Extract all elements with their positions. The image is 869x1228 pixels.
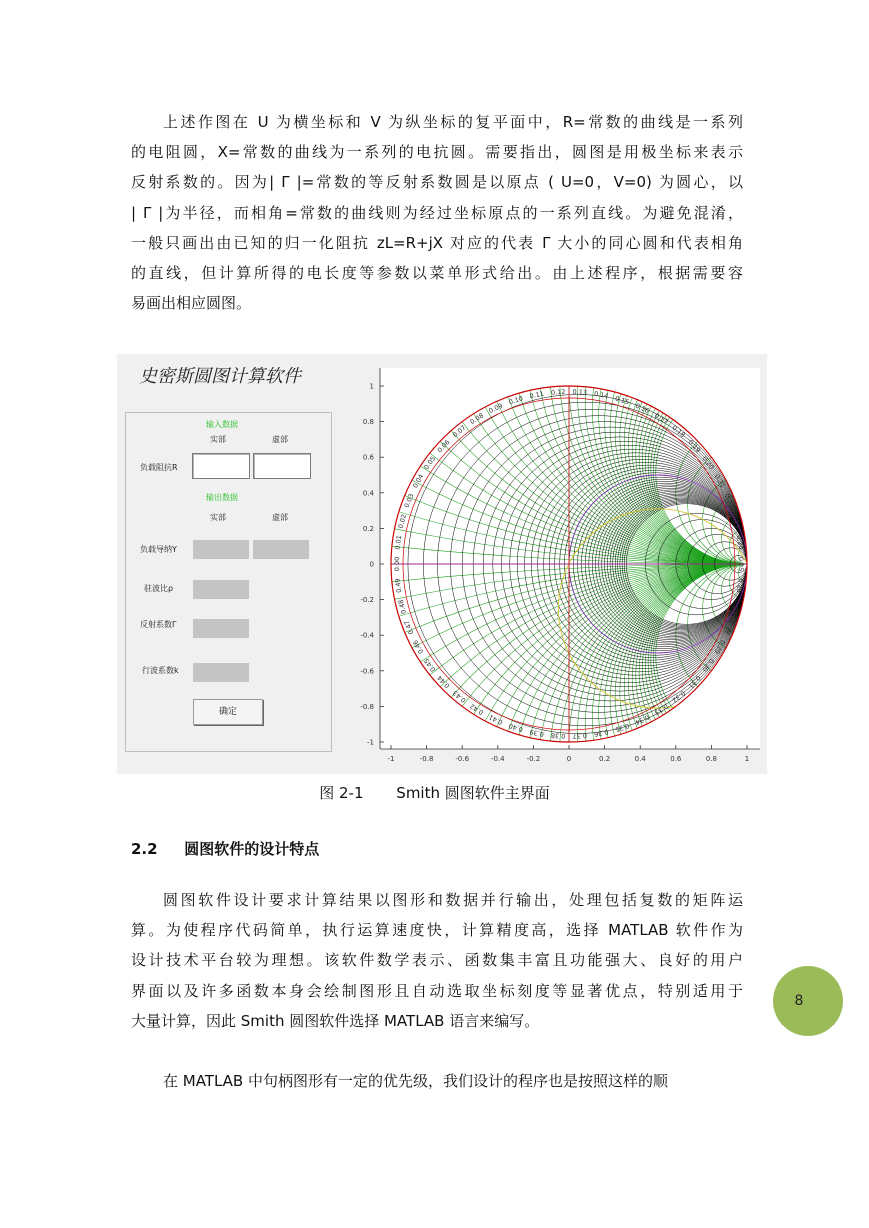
caption-text: Smith 圆图软件主界面 (396, 784, 550, 802)
wavelength-label: 0.05 (422, 454, 438, 472)
reactance-circle (656, 564, 763, 747)
wavelength-label: 0.29 (712, 638, 727, 656)
smith-chart (345, 368, 763, 770)
wavelength-label: 0.45 (422, 656, 438, 674)
wavelength-label: 0.34 (633, 712, 651, 727)
col-imag-label: 虚部 (272, 435, 288, 444)
y-tick-label: 0.8 (362, 418, 374, 427)
wavelength-label: 0.30 (700, 656, 716, 674)
x-tick-label: 0 (566, 755, 572, 763)
y-tick-label: -0.2 (360, 596, 374, 605)
wavelength-label: 0.40 (507, 721, 524, 734)
text-line: 易画出相应圆图。 (131, 294, 252, 313)
wavelength-label: 0.28 (722, 619, 736, 636)
text-line: 大量计算，因此 Smith 圆图软件选择 MATLAB 语言来编写。 (131, 1011, 540, 1030)
vswr-label: 驻波比ρ (144, 584, 174, 593)
y-tick-label: 0.6 (362, 453, 374, 462)
admittance-imag-output (253, 540, 309, 559)
load-admittance-label: 负载导纳Y (140, 545, 177, 554)
paragraph-smith-intro (131, 107, 743, 318)
x-tick-label: -0.4 (490, 755, 505, 763)
wavelength-label: 0.21 (712, 472, 727, 490)
wavelength-label: 0.12 (550, 387, 566, 397)
wavelength-label: 0.19 (686, 438, 703, 455)
wavelength-label: 0.27 (729, 598, 742, 615)
wavelength-label: 0.06 (435, 438, 452, 455)
section-heading (131, 838, 319, 859)
reactance-circle (345, 368, 763, 564)
impedance-real-input[interactable] (192, 453, 250, 479)
load-impedance-label: 负载阻抗R (140, 463, 178, 472)
text-line: 设计技术平台较为理想。该软件数学表示、函数集丰富且功能强大、良好的用户 (131, 951, 743, 970)
wavelength-label: 0.22 (722, 492, 736, 509)
admittance-real-output (193, 540, 249, 559)
wavelength-label: 0.37 (572, 731, 588, 741)
wavelength-label: 0.09 (487, 401, 505, 416)
reactance-circle (507, 564, 763, 770)
wavelength-label: 0.49 (393, 577, 404, 594)
wavelength-label: 0.44 (435, 673, 452, 690)
text-line: 圆图软件设计要求计算结果以图形和数据并行输出，处理包括复数的矩阵运 (163, 891, 743, 909)
wavelength-label: 0.11 (528, 389, 545, 401)
reactance-circle (345, 368, 763, 564)
caption-number: 图 2-1 (319, 784, 364, 802)
x-tick-label: 0.2 (599, 755, 611, 763)
text-line: 的电阻圆，X=常数的曲线为一系列的电抗圆。需要指出，圆图是用极坐标来表示 (131, 143, 743, 162)
y-tick-label: -0.8 (360, 702, 374, 711)
paragraph-handle-graphics (131, 1066, 743, 1096)
section-number: 2.2 (131, 840, 158, 858)
text-line: 反射系数的。因为| Γ |=常数的等反射系数圆是以原点 ( U=0，V=0) 为圆心，以 (131, 173, 743, 192)
col-imag-label: 虚部 (272, 513, 288, 522)
wavelength-label: 0.46 (411, 638, 426, 656)
wavelength-label: 0.15 (614, 394, 631, 407)
x-tick-label: -0.8 (419, 755, 434, 763)
y-tick-label: 0.4 (362, 489, 374, 498)
wavelength-label: 0.03 (402, 492, 416, 509)
reflection-label: 反射系数Γ (140, 620, 177, 629)
reactance-circle (351, 368, 763, 564)
wavelength-label: 0.14 (593, 389, 610, 401)
smith-grid (345, 368, 763, 770)
x-tick-label: 0.8 (705, 755, 717, 763)
reactance-circle (345, 368, 763, 564)
wavelength-label: 0.25 (737, 556, 745, 572)
wavelength-label: 0.48 (396, 598, 409, 615)
wavelength-label: 0.42 (468, 701, 486, 717)
gui-title: 史密斯圆图计算软件 (139, 366, 301, 387)
wavelength-label: 0.43 (451, 688, 468, 705)
wavelength-label: 0.24 (734, 534, 745, 551)
wavelength-label: 0.08 (468, 411, 486, 427)
y-tick-label: 0 (369, 560, 374, 569)
wavelength-label: 0.47 (402, 619, 416, 636)
confirm-button[interactable]: 确定 (193, 699, 263, 725)
gui-input-panel (125, 412, 332, 752)
impedance-imag-input[interactable] (253, 453, 311, 479)
x-tick-label: -0.2 (526, 755, 541, 763)
reactance-circle (345, 368, 763, 564)
text-line: 的直线，但计算所得的电长度等参数以菜单形式给出。由上述程序，根据需要容 (131, 264, 743, 283)
text-line: 上述作图在 U 为横坐标和 V 为纵坐标的复平面中，R=常数的曲线是一系列 (163, 113, 743, 131)
wavelength-label: 0.39 (528, 727, 545, 739)
x-tick-label: 1 (744, 755, 750, 763)
wavelength-label: 0.20 (700, 454, 716, 472)
wavelength-label: 0.16 (633, 401, 651, 416)
y-tick-label: -0.4 (360, 631, 374, 640)
output-heading: 输出数据 (206, 493, 238, 502)
wavelength-label: 0.33 (652, 701, 670, 717)
x-tick-label: 0.4 (634, 755, 646, 763)
wavelength-label: 0.17 (652, 411, 670, 427)
text-line: 一般只画出由已知的归一化阻抗 zL=R+jX 对应的代表 Γ 大小的同心圆和代表相角 (131, 233, 743, 252)
section-title: 圆图软件的设计特点 (184, 840, 320, 858)
x-tick-label: -1 (387, 755, 395, 763)
paragraph-design-features (131, 885, 743, 1036)
y-tick-label: 0.2 (362, 524, 374, 533)
traveling-output (193, 663, 249, 682)
page-number-badge: 8 (773, 966, 843, 1036)
reactance-circle (345, 368, 763, 564)
col-real-label: 实部 (210, 435, 226, 444)
wavelength-label: 0.00 (393, 556, 401, 572)
reactance-circle (656, 381, 763, 564)
wavelength-label: 0.10 (507, 394, 524, 407)
text-line: 算。为使程序代码简单，执行运算速度快，计算精度高，选择 MATLAB 软件作为 (131, 921, 743, 940)
input-heading: 输入数据 (206, 420, 238, 429)
wavelength-label: 0.13 (572, 387, 588, 397)
wavelength-label: 0.35 (614, 721, 631, 734)
x-tick-label: -0.6 (455, 755, 470, 763)
wavelength-label: 0.07 (451, 423, 468, 440)
text-line: 界面以及许多函数本身会绘制图形且自动选取坐标刻度等显著优点，特别适用于 (131, 981, 743, 1000)
wavelength-label: 0.01 (393, 534, 404, 551)
figure-caption (0, 782, 869, 803)
y-tick-label: 1 (369, 382, 374, 391)
wavelength-label: 0.23 (729, 513, 742, 530)
x-tick-label: 0.6 (670, 755, 682, 763)
wavelength-label: 0.26 (734, 577, 745, 594)
reactance-circle (345, 368, 763, 564)
wavelength-label: 0.32 (670, 688, 687, 705)
y-tick-label: -0.6 (360, 667, 374, 676)
reactance-circle (538, 368, 763, 564)
wavelength-label: 0.31 (686, 673, 703, 690)
y-tick-label: -1 (367, 738, 374, 747)
traveling-label: 行波系数k (142, 666, 179, 675)
wavelength-label: 0.04 (411, 472, 426, 490)
text-line: 在 MATLAB 中句柄图形有一定的优先级，我们设计的程序也是按照这样的顺 (163, 1072, 668, 1090)
col-real-label: 实部 (210, 513, 226, 522)
wavelength-label: 0.36 (593, 727, 610, 739)
reactance-circle (345, 368, 763, 564)
reflection-output (193, 619, 249, 638)
wavelength-label: 0.18 (670, 423, 687, 440)
wavelength-label: 0.38 (550, 731, 566, 741)
vswr-output (193, 580, 249, 599)
text-line: | Γ |为半径，而相角=常数的曲线则为经过坐标原点的一系列直线。为避免混淆， (131, 203, 743, 222)
wavelength-label: 0.41 (487, 712, 505, 727)
wavelength-label: 0.02 (396, 513, 409, 530)
reactance-circle (345, 368, 763, 564)
figure-smith-software (117, 354, 767, 774)
